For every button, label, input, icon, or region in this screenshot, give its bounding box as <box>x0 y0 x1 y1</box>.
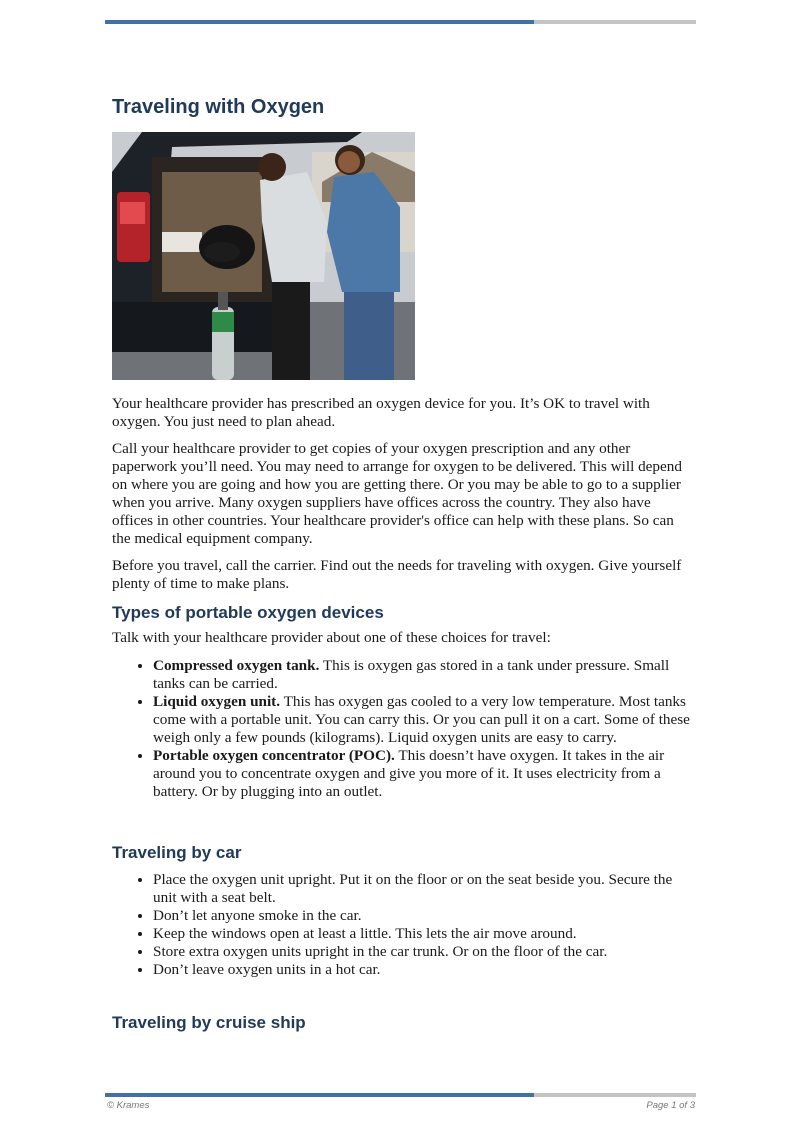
intro-paragraph-3: Before you travel, call the carrier. Find out the needs for traveling with oxygen. Give yourself plenty of time to make plans. <box>112 557 682 592</box>
list-item <box>153 693 690 747</box>
list-item <box>153 747 690 801</box>
top-divider-blue-segment <box>105 20 534 24</box>
document-body <box>112 93 690 1035</box>
bottom-divider-blue-segment <box>105 1093 534 1097</box>
list-item: • Don’t leave oxygen units in a hot car. <box>153 961 690 979</box>
list-item <box>153 657 690 693</box>
bottom-divider-bar <box>105 1093 696 1097</box>
page-title: Traveling with Oxygen <box>112 96 325 118</box>
list-item-text: This doesn’t have oxygen. It takes in the air around you to concentrate oxygen and give you more of it. It uses electricity from a battery. Or by plugging into an outlet. <box>153 747 665 800</box>
cruise-heading: Traveling by cruise ship <box>112 1013 306 1032</box>
bottom-divider-gray-segment <box>534 1093 696 1097</box>
intro-paragraph-2: Call your healthcare provider to get copies of your oxygen prescription and any other paperwork you’ll need. You may need to arrange for oxygen to be delivered. This will depend on where you are going and how you are getting there. Or you may be able to go to a supplier when you arrive. Many oxygen suppliers have offices across the country. They also have offices in other countries. Your healthcare provider's office can help with these plans. So can the medical equipment company. <box>112 440 682 547</box>
list-item-term: Portable oxygen concentrator (POC). <box>153 747 395 764</box>
travel-photo <box>112 132 415 380</box>
car-heading: Traveling by car <box>112 843 242 862</box>
footer-page-number: Page 1 of 3 <box>646 1100 695 1111</box>
list-item: • Keep the windows open at least a little. This lets the air move around. <box>153 925 690 943</box>
list-item: • Store extra oxygen units upright in the car trunk. Or on the floor of the car. <box>153 943 690 961</box>
footer-copyright: © Krames <box>107 1100 150 1111</box>
intro-paragraph-1: Your healthcare provider has prescribed an oxygen device for you. It’s OK to travel with oxygen. You just need to plan ahead. <box>112 395 650 430</box>
list-item-term: Compressed oxygen tank. <box>153 657 320 674</box>
top-divider-gray-segment <box>534 20 696 24</box>
list-item-term: Liquid oxygen unit. <box>153 693 281 710</box>
top-divider-bar <box>105 20 696 24</box>
list-item: • Don’t let anyone smoke in the car. <box>153 907 690 925</box>
list-item-text: This is oxygen gas stored in a tank under pressure. Small tanks can be carried. <box>153 657 670 692</box>
list-item: • Place the oxygen unit upright. Put it on the floor or on the seat beside you. Secure the unit with a seat belt. <box>153 871 690 907</box>
types-lead: Talk with your healthcare provider about one of these choices for travel: <box>112 629 551 646</box>
types-list <box>112 657 690 801</box>
car-list <box>112 871 690 979</box>
types-heading: Types of portable oxygen devices <box>112 603 384 622</box>
list-item-text: This has oxygen gas cooled to a very low temperature. Most tanks come with a portable unit. You can carry this. Or you can pull it on a cart. Some of these weigh only a few pounds (kilograms). Liquid oxygen units are easy to carry. <box>153 693 690 746</box>
